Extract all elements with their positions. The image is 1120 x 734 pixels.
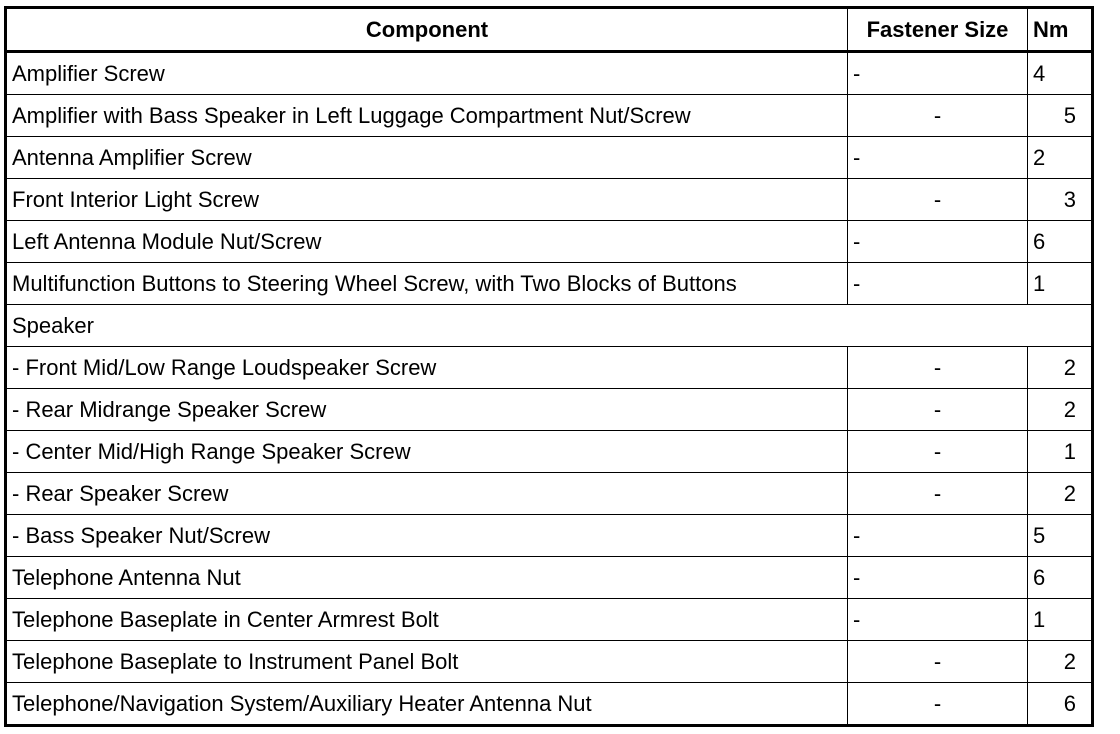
component-cell: Amplifier Screw	[6, 52, 848, 95]
nm-cell: 1	[1028, 263, 1093, 305]
component-cell: - Front Mid/Low Range Loudspeaker Screw	[6, 347, 848, 389]
table-row	[6, 52, 1093, 95]
fastener-size-cell: -	[848, 137, 1028, 179]
component-cell: Telephone/Navigation System/Auxiliary Heater Antenna Nut	[6, 683, 848, 726]
fastener-size-cell: -	[848, 599, 1028, 641]
fastener-size-cell: -	[848, 179, 1028, 221]
table-row	[6, 179, 1093, 221]
nm-cell: 5	[1028, 95, 1093, 137]
table-row	[6, 95, 1093, 137]
table-row	[6, 557, 1093, 599]
nm-cell: 3	[1028, 179, 1093, 221]
fastener-size-cell: -	[848, 52, 1028, 95]
section-label: Speaker	[6, 305, 1093, 347]
component-cell: Left Antenna Module Nut/Screw	[6, 221, 848, 263]
fastener-size-cell: -	[848, 389, 1028, 431]
table-row	[6, 515, 1093, 557]
header-fastener-size: Fastener Size	[848, 8, 1028, 52]
nm-cell: 2	[1028, 389, 1093, 431]
table-row	[6, 221, 1093, 263]
fastener-size-cell: -	[848, 347, 1028, 389]
component-cell: Telephone Baseplate in Center Armrest Bolt	[6, 599, 848, 641]
nm-cell: 6	[1028, 683, 1093, 726]
component-cell: Antenna Amplifier Screw	[6, 137, 848, 179]
nm-cell: 5	[1028, 515, 1093, 557]
fastener-size-cell: -	[848, 431, 1028, 473]
table-row	[6, 599, 1093, 641]
component-cell: Telephone Antenna Nut	[6, 557, 848, 599]
component-cell: - Rear Midrange Speaker Screw	[6, 389, 848, 431]
header-component: Component	[6, 8, 848, 52]
component-cell: - Center Mid/High Range Speaker Screw	[6, 431, 848, 473]
fastener-size-cell: -	[848, 557, 1028, 599]
fastener-size-cell: -	[848, 515, 1028, 557]
fastener-size-cell: -	[848, 473, 1028, 515]
fastener-size-cell: -	[848, 683, 1028, 726]
component-cell: - Bass Speaker Nut/Screw	[6, 515, 848, 557]
nm-cell: 6	[1028, 557, 1093, 599]
component-cell: - Rear Speaker Screw	[6, 473, 848, 515]
table-row	[6, 641, 1093, 683]
component-cell: Multifunction Buttons to Steering Wheel Screw, with Two Blocks of Buttons	[6, 263, 848, 305]
nm-cell: 1	[1028, 431, 1093, 473]
table-row	[6, 473, 1093, 515]
nm-cell: 2	[1028, 137, 1093, 179]
fastener-size-cell: -	[848, 641, 1028, 683]
table-body	[6, 52, 1093, 726]
table-row	[6, 683, 1093, 726]
nm-cell: 2	[1028, 641, 1093, 683]
header-row	[6, 8, 1093, 52]
component-cell: Front Interior Light Screw	[6, 179, 848, 221]
fastener-size-cell: -	[848, 95, 1028, 137]
torque-spec-table	[4, 6, 1094, 727]
nm-cell: 4	[1028, 52, 1093, 95]
fastener-size-cell: -	[848, 263, 1028, 305]
table-row	[6, 137, 1093, 179]
component-cell: Telephone Baseplate to Instrument Panel Bolt	[6, 641, 848, 683]
section-row	[6, 305, 1093, 347]
nm-cell: 6	[1028, 221, 1093, 263]
table-row	[6, 263, 1093, 305]
fastener-size-cell: -	[848, 221, 1028, 263]
nm-cell: 2	[1028, 347, 1093, 389]
header-nm: Nm	[1028, 8, 1093, 52]
nm-cell: 1	[1028, 599, 1093, 641]
table-row	[6, 431, 1093, 473]
component-cell: Amplifier with Bass Speaker in Left Luggage Compartment Nut/Screw	[6, 95, 848, 137]
nm-cell: 2	[1028, 473, 1093, 515]
table-row	[6, 347, 1093, 389]
table-row	[6, 389, 1093, 431]
